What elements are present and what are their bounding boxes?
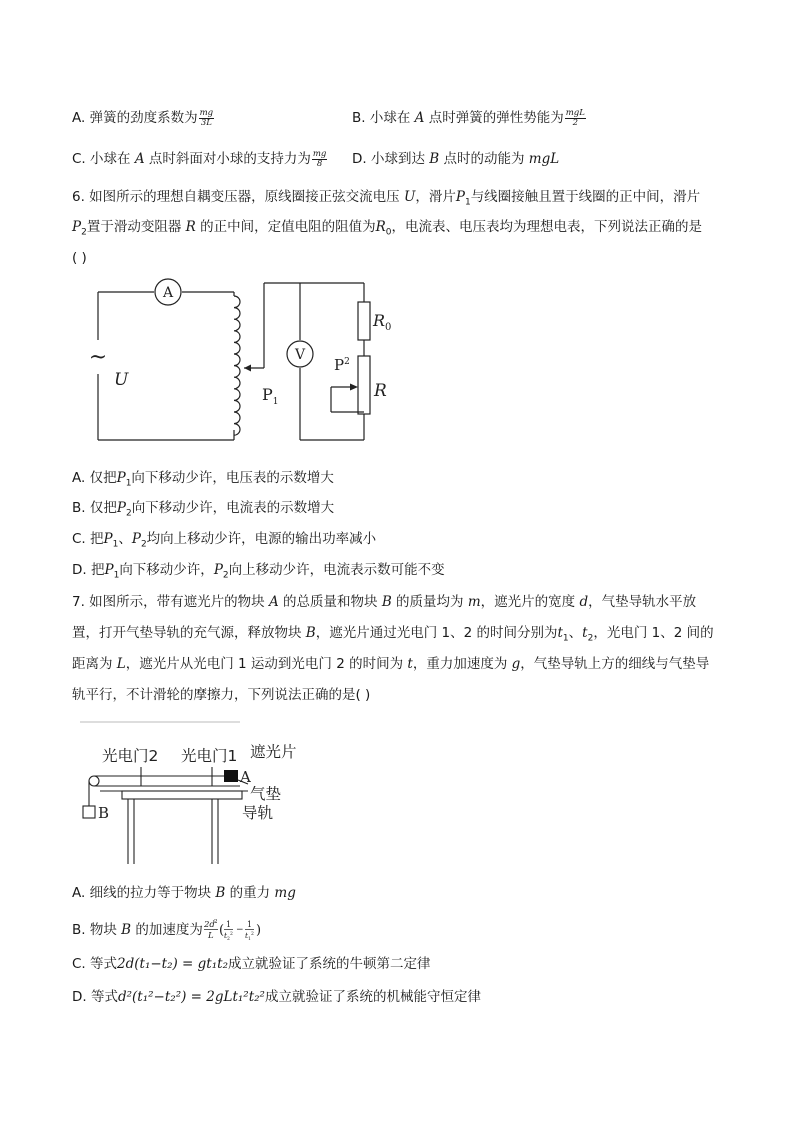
block-a-shutter [224, 770, 238, 782]
q6-stem-line2: $P_2$置于滑动变阻器 R 的正中间，定值电阻的阻值为$R_0$，电流表、电压表均为理想电表，下列说法正确的是 [72, 219, 702, 238]
gate1-label: 光电门1 [181, 747, 238, 765]
q7-option-b: B. 物块 B 的加速度为 2d 2 L ( 1 t 2 2 − 1 t 1 2 ) [72, 918, 265, 942]
svg-text:1: 1 [246, 920, 252, 929]
svg-text:2: 2 [229, 932, 233, 937]
svg-text:2: 2 [213, 919, 218, 925]
svg-text:2: 2 [226, 937, 230, 942]
q7-stem-line3: 距离为 L，遮光片从光电门 1 运动到光电门 2 的时间为 t，重力加速度为 g，气垫导轨上方的细线与气垫导 [72, 656, 710, 672]
q6-option-c: C. 把$P_1$、$P_2$均向上移动少许，电源的输出功率减小 [72, 531, 377, 550]
source-u-label: U [114, 370, 129, 390]
shutter-label: 遮光片 [250, 743, 297, 761]
p2-label: $P^2$ [334, 356, 350, 374]
q7-option-c: C. 等式2d(t₁−t₂) = gt₁t₂成立就验证了系统的牛顿第二定律 [72, 956, 431, 972]
acceleration-formula [203, 918, 265, 942]
q6-option-a: A. 仅把$P_1$向下移动少许，电压表的示数增大 [72, 470, 334, 489]
q5-option-c: C. 小球在 A 点时斜面对小球的支持力为 $\frac{mg}{8}$ [72, 148, 327, 169]
ammeter-label: A [162, 285, 174, 301]
rail-label-1: 气垫 [250, 785, 282, 803]
svg-text:(: ( [218, 923, 224, 938]
q7-air-track-diagram [72, 718, 312, 868]
svg-text:L: L [207, 931, 214, 941]
q7-stem-line2: 置，打开气垫导轨的充气源，释放物块 B，遮光片通过光电门 1、2 的时间分别为$t_1$、$t_2$，光电门 1、2 间的 [72, 625, 714, 644]
q6-stem-line1: 6. 如图所示的理想自耦变压器，原线圈接正弦交流电压 U，滑片$P_1$与线圈接触且置于线圈的正中间，滑片 [72, 189, 701, 208]
svg-text:t: t [223, 931, 227, 940]
svg-text:1: 1 [247, 937, 251, 942]
svg-text:): ) [255, 923, 261, 938]
block-b-label: B [98, 804, 110, 822]
q6-option-d: D. 把$P_1$向下移动少许，$P_2$向上移动少许，电流表示数可能不变 [72, 562, 445, 581]
q7-option-a: A. 细线的拉力等于物块 B 的重力 mg [72, 885, 296, 901]
r-label: R [374, 381, 387, 401]
q5-option-b: B. 小球在 A 点时弹簧的弹性势能为 $\frac{\text{mgL}}{2}$ [352, 107, 585, 128]
svg-text:2d: 2d [203, 920, 215, 930]
svg-text:2: 2 [250, 932, 254, 937]
q7-option-d: D. 等式d²(t₁²−t₂²) = 2gLt₁²t₂²成立就验证了系统的机械能守恒定律 [72, 989, 481, 1005]
block-a-label: A [240, 768, 251, 786]
q7-stem-line1: 7. 如图所示，带有遮光片的物块 A 的总质量和物块 B 的质量均为 m，遮光片的宽度 d，气垫导轨水平放 [72, 594, 697, 610]
gate2-label: 光电门2 [102, 747, 159, 765]
voltmeter-label: V [294, 347, 306, 363]
q7-stem-line4: 轨平行，不计滑轮的摩擦力，下列说法正确的是( ) [72, 687, 371, 703]
svg-text:1: 1 [225, 920, 231, 929]
svg-text:t: t [244, 931, 248, 940]
q5-option-a: A. 弹簧的劲度系数为 $\frac{mg}{3L}$ [72, 107, 214, 128]
svg-text:−: − [235, 925, 244, 935]
q6-circuit-diagram [84, 272, 392, 447]
rail-label-2: 导轨 [242, 804, 274, 822]
q6-option-b: B. 仅把$P_2$向下移动少许，电流表的示数增大 [72, 500, 335, 519]
q5-option-d: D. 小球到达 B 点时的动能为 mgL [352, 151, 560, 167]
q6-stem-line3: ( ) [72, 250, 87, 266]
r0-label: $R_0$ [373, 311, 392, 333]
p1-label: $P_1$ [262, 385, 279, 407]
ac-source-symbol: ~ [88, 345, 108, 370]
